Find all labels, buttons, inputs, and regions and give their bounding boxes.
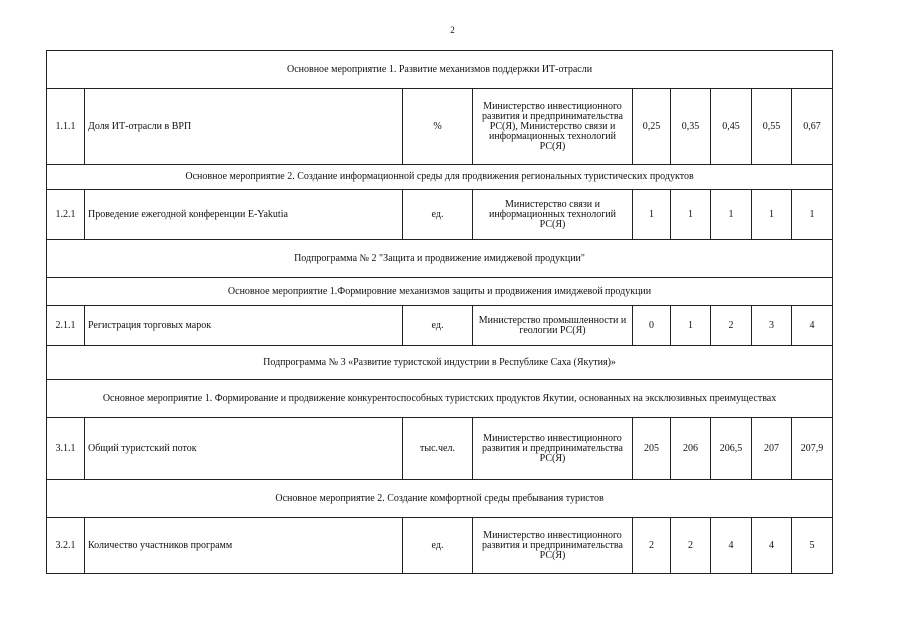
responsible-cell: Министерство связи и информационных технологий РС(Я): [473, 190, 633, 240]
value-cell: 0,35: [671, 89, 711, 165]
value-cell: 207: [752, 418, 792, 480]
value-cell: 4: [711, 518, 752, 574]
value-cell: 2: [711, 306, 752, 346]
indicator-name: Доля ИТ-отрасли в ВРП: [85, 89, 403, 165]
value-cell: 1: [792, 190, 833, 240]
unit-cell: ед.: [403, 306, 473, 346]
row-number: 3.1.1: [47, 418, 85, 480]
row-number: 3.2.1: [47, 518, 85, 574]
value-cell: 1: [633, 190, 671, 240]
responsible-cell: Министерство инвестиционного развития и предпринимательства РС(Я): [473, 418, 633, 480]
section-title: Основное мероприятие 1. Формирование и продвижение конкурентоспособных туристских продуктов Якутии, основанных на эксклюзивных преимуществах: [47, 380, 833, 418]
value-cell: 2: [671, 518, 711, 574]
unit-cell: %: [403, 89, 473, 165]
section-row: [47, 165, 833, 190]
responsible-cell: Министерство инвестиционного развития и предпринимательства РС(Я): [473, 518, 633, 574]
subprogram-title: Подпрограмма № 2 "Защита и продвижение имиджевой продукции": [47, 240, 833, 278]
subprogram-title: Подпрограмма № 3 «Развитие туристской индустрии в Республике Саха (Якутия)»: [47, 346, 833, 380]
table-row: [47, 190, 833, 240]
value-cell: 205: [633, 418, 671, 480]
section-row: [47, 380, 833, 418]
value-cell: 0,25: [633, 89, 671, 165]
value-cell: 207,9: [792, 418, 833, 480]
indicators-table: [46, 50, 833, 574]
value-cell: 0,67: [792, 89, 833, 165]
table-row: [47, 306, 833, 346]
row-number: 2.1.1: [47, 306, 85, 346]
responsible-cell: Министерство инвестиционного развития и предпринимательства РС(Я), Министерство связи и информационных технологий РС(Я): [473, 89, 633, 165]
value-cell: 0: [633, 306, 671, 346]
indicator-name: Общий туристский поток: [85, 418, 403, 480]
value-cell: 1: [671, 306, 711, 346]
section-title: Основное мероприятие 1.Формировние механизмов защиты и продвижения имиджевой продукции: [47, 278, 833, 306]
row-number: 1.2.1: [47, 190, 85, 240]
value-cell: 0,45: [711, 89, 752, 165]
section-row: [47, 51, 833, 89]
value-cell: 1: [752, 190, 792, 240]
value-cell: 2: [633, 518, 671, 574]
value-cell: 5: [792, 518, 833, 574]
indicator-name: Регистрация торговых марок: [85, 306, 403, 346]
value-cell: 4: [792, 306, 833, 346]
table-row: [47, 89, 833, 165]
value-cell: 4: [752, 518, 792, 574]
section-row: [47, 240, 833, 278]
indicator-name: Количество участников программ: [85, 518, 403, 574]
section-row: [47, 346, 833, 380]
page-number: 2: [450, 25, 455, 35]
value-cell: 3: [752, 306, 792, 346]
value-cell: 1: [671, 190, 711, 240]
indicator-name: Проведение ежегодной конференции E-Yakutia: [85, 190, 403, 240]
section-title: Основное мероприятие 2. Создание информационной среды для продвижения региональных туристических продуктов: [47, 165, 833, 190]
section-title: Основное мероприятие 1. Развитие механизмов поддержки ИТ-отрасли: [47, 51, 833, 89]
value-cell: 1: [711, 190, 752, 240]
responsible-cell: Министерство промышленности и геологии РС(Я): [473, 306, 633, 346]
section-title: Основное мероприятие 2. Создание комфортной среды пребывания туристов: [47, 480, 833, 518]
table-row: [47, 418, 833, 480]
unit-cell: ед.: [403, 190, 473, 240]
value-cell: 206: [671, 418, 711, 480]
section-row: [47, 278, 833, 306]
unit-cell: тыс.чел.: [403, 418, 473, 480]
section-row: [47, 480, 833, 518]
value-cell: 206,5: [711, 418, 752, 480]
row-number: 1.1.1: [47, 89, 85, 165]
value-cell: 0,55: [752, 89, 792, 165]
table-row: [47, 518, 833, 574]
unit-cell: ед.: [403, 518, 473, 574]
